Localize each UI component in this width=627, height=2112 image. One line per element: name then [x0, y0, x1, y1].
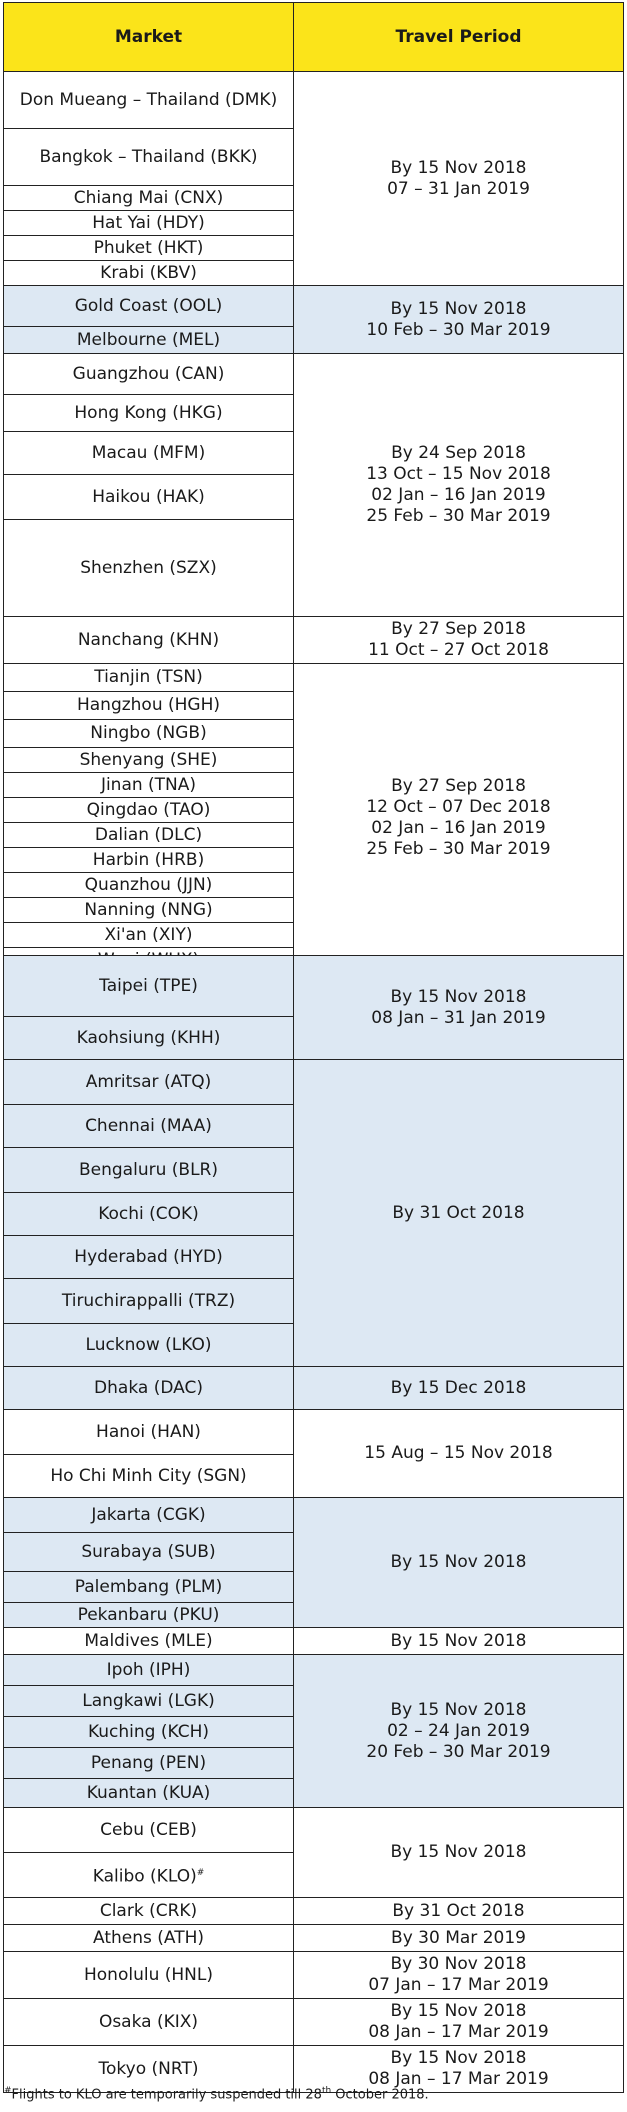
market-cell [4, 1572, 294, 1603]
market-name: Bengaluru (BLR) [79, 1159, 218, 1180]
market-cell [4, 898, 294, 923]
market-cell [4, 1017, 294, 1060]
market-name: Hangzhou (HGH) [76, 695, 221, 715]
travel-period-line: 07 Jan – 17 Mar 2019 [368, 1975, 549, 1995]
market-cell [4, 261, 294, 286]
travel-period-line: 13 Oct – 15 Nov 2018 [366, 464, 551, 484]
market-name: Kalibo (KLO) [92, 1866, 197, 1887]
market-name: Phuket (HKT) [93, 237, 204, 258]
market-cell [4, 286, 294, 327]
market-name: Langkawi (LGK) [82, 1690, 215, 1711]
market-name: Harbin (HRB) [92, 849, 205, 870]
table-row [4, 1628, 624, 1655]
market-cell [4, 773, 294, 798]
market-name: Melbourne (MEL) [76, 329, 221, 350]
market-name: Kuantan (KUA) [86, 1782, 211, 1803]
travel-period-line: 20 Feb – 30 Mar 2019 [366, 1741, 551, 1762]
travel-period-line: 15 Aug – 15 Nov 2018 [364, 1443, 553, 1463]
market-name: Ipoh (IPH) [106, 1659, 191, 1680]
header-row [4, 3, 624, 72]
market-name: Cebu (CEB) [100, 1819, 197, 1840]
market-name: Guangzhou (CAN) [72, 363, 225, 384]
market-cell [4, 873, 294, 898]
table-row [4, 1367, 624, 1410]
market-cell [4, 1236, 294, 1279]
market-name: Bangkok – Thailand (BKK) [39, 146, 258, 167]
travel-period-line: By 15 Nov 2018 [390, 986, 527, 1007]
table-row [4, 1410, 624, 1455]
market-cell [4, 1853, 294, 1898]
market-cell [4, 354, 294, 395]
market-cell [4, 748, 294, 773]
market-name: Kuching (KCH) [87, 1721, 210, 1742]
travel-period-cell [294, 72, 624, 286]
table-row [4, 1898, 624, 1925]
travel-period-line: By 27 Sep 2018 [391, 619, 526, 639]
travel-period-cell [294, 1498, 624, 1628]
travel-period-line: 11 Oct – 27 Oct 2018 [368, 640, 549, 660]
market-cell [4, 1898, 294, 1925]
market-cell [4, 1279, 294, 1324]
table-row [4, 1060, 624, 1105]
travel-period-line: By 15 Nov 2018 [390, 1630, 527, 1651]
travel-period-line: By 15 Nov 2018 [390, 2001, 527, 2021]
market-cell [4, 236, 294, 261]
market-cell [4, 1748, 294, 1779]
travel-period-line: 10 Feb – 30 Mar 2019 [366, 319, 551, 340]
travel-period-line: 08 Jan – 17 Mar 2019 [368, 2069, 549, 2089]
market-name: Penang (PEN) [90, 1752, 207, 1773]
market-cell [4, 1193, 294, 1236]
market-cell [4, 798, 294, 823]
market-name: Shenyang (SHE) [79, 749, 218, 770]
market-name: Maldives (MLE) [84, 1630, 213, 1651]
travel-period-cell [294, 1060, 624, 1367]
market-cell [4, 1105, 294, 1148]
market-cell [4, 1999, 294, 2046]
market-cell [4, 1925, 294, 1952]
travel-period-cell [294, 664, 624, 973]
footnote [4, 2086, 429, 2102]
travel-period-line: By 15 Nov 2018 [390, 1699, 527, 1720]
market-cell [4, 520, 294, 617]
travel-period-line: By 15 Nov 2018 [390, 157, 527, 178]
travel-period-line: By 30 Nov 2018 [390, 1954, 527, 1974]
table-row [4, 617, 624, 664]
travel-period-line: 25 Feb – 30 Mar 2019 [366, 506, 551, 526]
market-name: Quanzhou (JJN) [84, 874, 213, 895]
market-cell [4, 1533, 294, 1572]
market-name: Haikou (HAK) [92, 486, 205, 507]
footnote-text: Flights to KLO are temporarily suspended till 28 [11, 2087, 322, 2103]
travel-period-line: By 27 Sep 2018 [391, 776, 526, 796]
market-name: Dalian (DLC) [94, 824, 203, 845]
market-cell [4, 1455, 294, 1498]
table-1-body [4, 72, 624, 973]
market-name: Palembang (PLM) [74, 1576, 223, 1597]
market-name: Krabi (KBV) [100, 262, 197, 283]
market-name: Lucknow (LKO) [85, 1334, 212, 1355]
travel-period-line: 02 Jan – 16 Jan 2019 [371, 818, 546, 838]
market-name: Dhaka (DAC) [94, 1377, 203, 1398]
market-name: Nanchang (KHN) [77, 629, 220, 650]
travel-period-cell [294, 354, 624, 617]
travel-period-line: 12 Oct – 07 Dec 2018 [366, 797, 551, 817]
travel-period-line: By 31 Oct 2018 [392, 1900, 525, 1921]
market-name: Jakarta (CGK) [91, 1504, 206, 1525]
market-name: Jinan (TNA) [100, 774, 197, 795]
market-cell [4, 1603, 294, 1628]
travel-period-cell [294, 956, 624, 1060]
market-name: Hanoi (HAN) [96, 1421, 201, 1442]
market-name: Honolulu (HNL) [84, 1964, 213, 1985]
market-cell [4, 1808, 294, 1853]
market-cell [4, 1060, 294, 1105]
market-cell [4, 1498, 294, 1533]
table-row [4, 1655, 624, 1686]
table-row [4, 1808, 624, 1853]
travel-period-cell [294, 617, 624, 664]
market-name: Chiang Mai (CNX) [73, 187, 224, 208]
market-cell [4, 956, 294, 1017]
travel-period-cell [294, 1952, 624, 1999]
table-row [4, 72, 624, 129]
market-cell [4, 1410, 294, 1455]
travel-period-line: By 31 Oct 2018 [392, 1202, 525, 1223]
market-cell [4, 823, 294, 848]
market-cell [4, 1779, 294, 1808]
market-name: Ningbo (NGB) [90, 723, 207, 743]
travel-period-line: By 15 Dec 2018 [390, 1377, 527, 1398]
market-cell [4, 129, 294, 186]
market-name: Osaka (KIX) [98, 2011, 199, 2032]
market-header: Market [4, 3, 294, 72]
market-name: Macau (MFM) [91, 442, 206, 463]
travel-period-cell [294, 1999, 624, 2046]
market-name: Shenzhen (SZX) [80, 557, 217, 578]
table-row [4, 664, 624, 692]
table-row [4, 354, 624, 395]
market-name: Hyderabad (HYD) [74, 1246, 223, 1267]
table-row [4, 956, 624, 1017]
market-name: Taipei (TPE) [99, 975, 198, 996]
travel-period-line: By 30 Mar 2019 [391, 1927, 526, 1948]
market-name: Ho Chi Minh City (SGN) [50, 1465, 247, 1486]
market-cell [4, 186, 294, 211]
table-2-body [4, 956, 624, 2093]
market-cell [4, 1367, 294, 1410]
market-name: Chennai (MAA) [85, 1115, 212, 1136]
table-row [4, 1999, 624, 2046]
travel-period-line: 08 Jan – 17 Mar 2019 [368, 2022, 549, 2042]
travel-period-line: By 15 Nov 2018 [390, 1552, 527, 1572]
market-cell [4, 1628, 294, 1655]
table-row [4, 1952, 624, 1999]
market-cell [4, 848, 294, 873]
travel-period-line: 07 – 31 Jan 2019 [387, 178, 530, 199]
market-name: Kochi (COK) [98, 1203, 199, 1224]
table-row [4, 1925, 624, 1952]
market-cell [4, 327, 294, 354]
market-cell [4, 1686, 294, 1717]
market-cell [4, 1324, 294, 1367]
travel-period-table-1 [3, 2, 624, 973]
travel-period-cell [294, 1367, 624, 1410]
travel-period-cell [294, 1628, 624, 1655]
travel-period-cell [294, 286, 624, 354]
travel-period-cell [294, 1808, 624, 1898]
travel-period-line: By 15 Nov 2018 [390, 2048, 527, 2068]
market-name: Amritsar (ATQ) [85, 1071, 212, 1092]
travel-period-line: 02 Jan – 16 Jan 2019 [371, 485, 546, 505]
travel-period-line: 25 Feb – 30 Mar 2019 [366, 839, 551, 859]
travel-period-line: By 15 Nov 2018 [390, 1842, 527, 1862]
market-cell [4, 432, 294, 475]
market-name: Xi'an (XIY) [104, 924, 193, 945]
travel-period-line: By 24 Sep 2018 [391, 443, 526, 463]
market-cell [4, 692, 294, 720]
market-name: Qingdao (TAO) [86, 799, 211, 820]
market-name: Kaohsiung (KHH) [76, 1027, 221, 1048]
travel-period-line: 02 – 24 Jan 2019 [387, 1720, 530, 1741]
market-name: Athens (ATH) [92, 1927, 204, 1948]
market-name: Tokyo (NRT) [98, 2058, 199, 2079]
table-row [4, 286, 624, 327]
market-name: Tianjin (TSN) [94, 667, 203, 687]
market-name: Hat Yai (HDY) [92, 212, 205, 233]
market-name: Clark (CRK) [99, 1900, 198, 1921]
travel-period-cell [294, 1925, 624, 1952]
market-name: Hong Kong (HKG) [74, 402, 223, 423]
market-cell [4, 720, 294, 748]
market-cell [4, 617, 294, 664]
footnote-mark: # [4, 2086, 12, 2096]
market-cell [4, 72, 294, 129]
footnote-marker: # [196, 1867, 205, 1878]
travel-period-cell [294, 1655, 624, 1808]
market-cell [4, 1952, 294, 1999]
travel-period-cell [294, 1898, 624, 1925]
market-name: Surabaya (SUB) [81, 1541, 216, 1562]
market-name: Nanning (NNG) [84, 899, 213, 920]
travel-period-header: Travel Period [294, 3, 624, 72]
market-cell [4, 664, 294, 692]
footnote-ordinal: th [321, 2086, 332, 2096]
market-name: Tiruchirappalli (TRZ) [61, 1290, 236, 1311]
travel-period-line: By 15 Nov 2018 [390, 298, 527, 319]
market-name: Don Mueang – Thailand (DMK) [19, 89, 278, 110]
market-cell [4, 1717, 294, 1748]
travel-period-cell [294, 1410, 624, 1498]
market-cell [4, 395, 294, 432]
market-cell [4, 923, 294, 948]
footnote-text-end: October 2018. [331, 2087, 429, 2103]
market-name: Gold Coast (OOL) [74, 295, 223, 316]
travel-period-table-2 [3, 955, 624, 2093]
travel-period-line: 08 Jan – 31 Jan 2019 [371, 1007, 546, 1028]
market-cell [4, 1655, 294, 1686]
market-cell [4, 211, 294, 236]
market-name: Pekanbaru (PKU) [77, 1604, 220, 1625]
market-cell [4, 475, 294, 520]
table-row [4, 1498, 624, 1533]
market-cell [4, 1148, 294, 1193]
